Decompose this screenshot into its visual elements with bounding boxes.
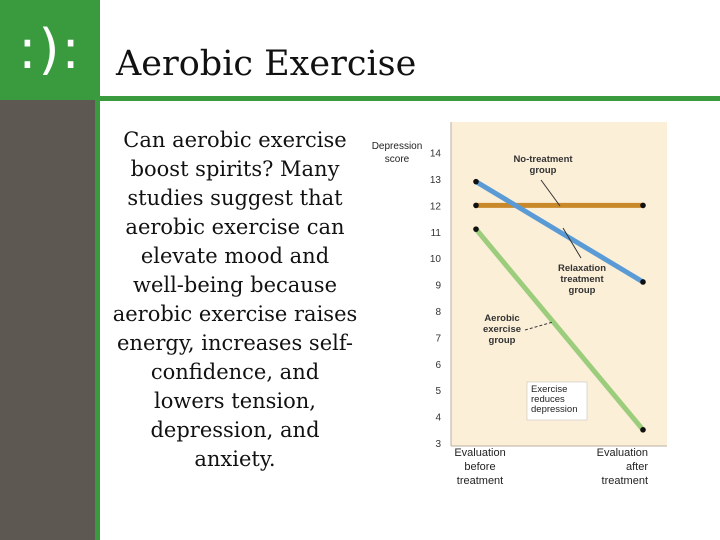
body-line: energy, increases self- — [117, 331, 353, 355]
y-tick-label: 8 — [435, 307, 441, 318]
y-tick-label: 7 — [435, 333, 441, 345]
title-underline — [100, 96, 720, 101]
y-tick-label: 9 — [435, 280, 441, 292]
y-tick-label: 5 — [435, 386, 441, 398]
y-tick-label: 4 — [435, 412, 441, 424]
body-line: aerobic exercise raises — [112, 302, 358, 326]
x-tick-label: Evaluation before treatment — [454, 447, 506, 487]
data-point — [640, 427, 646, 433]
series-label: Relaxation treatment group — [557, 263, 607, 296]
series-label: Aerobic exercise group — [482, 313, 522, 346]
x-tick-label: Evaluation after treatment — [596, 447, 648, 487]
slide-title: Aerobic Exercise — [116, 44, 417, 84]
series-label: No-treatment group — [513, 154, 573, 176]
y-tick-label: 10 — [429, 254, 441, 266]
y-tick-label: 3 — [435, 439, 441, 450]
body-line: lowers tension, — [154, 389, 316, 413]
data-point — [473, 203, 479, 209]
y-tick-label: 6 — [435, 359, 441, 371]
side-accent-strip — [95, 100, 100, 540]
data-point — [640, 279, 646, 285]
data-point — [473, 226, 479, 232]
y-tick-label: 12 — [429, 201, 441, 213]
body-line: elevate mood and — [140, 244, 330, 268]
y-tick-label: 11 — [430, 227, 441, 239]
annotation-text: Exercise reduces depression — [531, 384, 578, 415]
body-line: boost spirits? Many — [130, 157, 340, 181]
data-point — [640, 203, 646, 209]
body-line: depression, and — [150, 418, 320, 442]
y-axis-label: Depression score — [371, 141, 423, 165]
y-tick-label: 14 — [429, 148, 441, 160]
y-tick-label: 13 — [429, 175, 441, 186]
side-panel — [0, 100, 95, 540]
depression-chart — [357, 116, 677, 496]
data-point — [473, 179, 479, 185]
body-text — [104, 126, 366, 536]
body-line: well-being because — [132, 273, 338, 297]
body-line: Can aerobic exercise — [123, 128, 347, 152]
body-line: confidence, and — [150, 360, 320, 384]
body-line: studies suggest that — [127, 186, 343, 210]
body-line: anxiety. — [194, 447, 276, 471]
smiley-logo: :): — [18, 18, 82, 81]
body-line: aerobic exercise can — [125, 215, 345, 239]
